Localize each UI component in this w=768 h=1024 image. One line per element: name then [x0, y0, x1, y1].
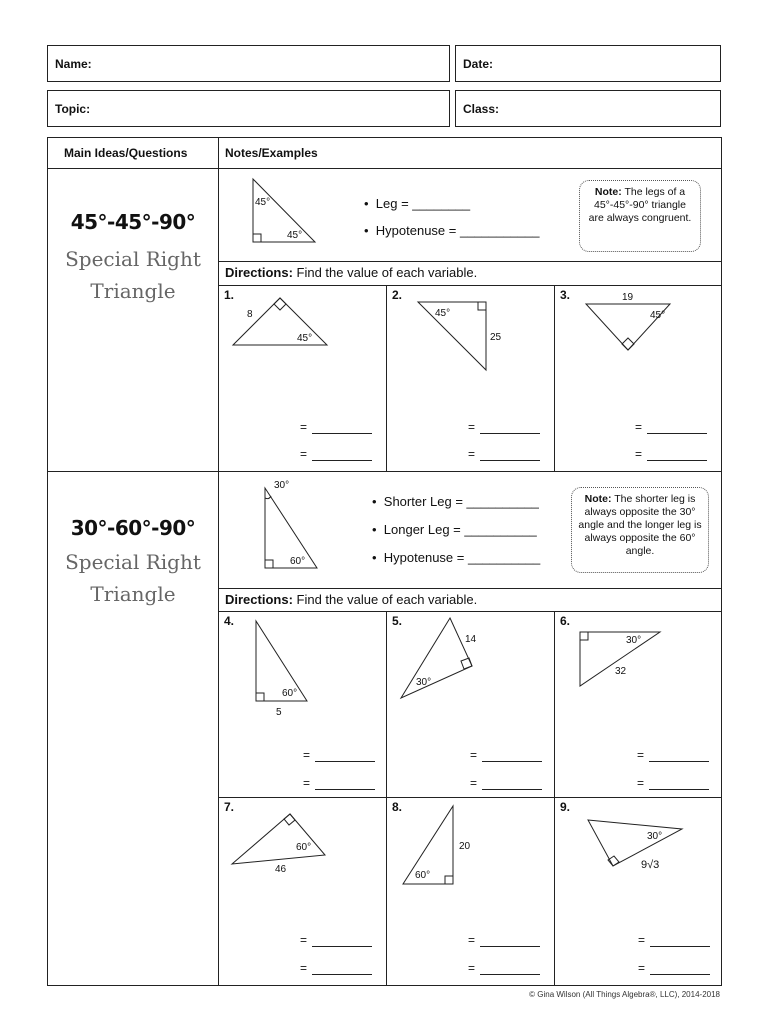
answer-blank[interactable]: = [635, 447, 707, 461]
section2-bullet-longer-leg: • Longer Leg = __________ [372, 522, 537, 537]
svg-text:30°: 30° [626, 635, 642, 646]
svg-text:60°: 60° [296, 842, 312, 853]
answer-blank[interactable]: = [635, 420, 707, 434]
section1-title: 45°-45°-90° [70, 210, 196, 234]
section2-directions: Directions: Find the value of each variable. [225, 592, 478, 607]
problem-6-triangle [572, 624, 667, 690]
svg-text:45°: 45° [650, 310, 666, 321]
answer-blank[interactable]: = [300, 933, 372, 947]
section1-bullet-hypotenuse: • Hypotenuse = ___________ [364, 223, 540, 238]
section2-title: 30°-60°-90° [70, 516, 196, 540]
copyright-notice: © Gina Wilson (All Things Algebra®, LLC), 2014-2018 [529, 990, 720, 999]
section1-directions: Directions: Find the value of each variable. [225, 265, 478, 280]
problem-number: 5. [392, 614, 403, 628]
col-main-ideas: Main Ideas/Questions [64, 146, 188, 160]
col-notes-examples: Notes/Examples [225, 146, 318, 160]
svg-text:30°: 30° [647, 831, 663, 842]
section1-subtitle-line1: Special Right [65, 247, 201, 271]
answer-blank[interactable]: = [468, 447, 540, 461]
svg-text:20: 20 [459, 841, 471, 852]
section1-reference-triangle [245, 175, 325, 247]
problem-3-triangle [580, 288, 680, 358]
problem-number: 1. [224, 288, 235, 302]
section2-bullet-shorter-leg: • Shorter Leg = __________ [372, 494, 539, 509]
ref1-bottom-angle: 45° [287, 230, 303, 241]
ref1-top-angle: 45° [255, 197, 271, 208]
answer-blank[interactable]: = [638, 961, 710, 975]
topic-label: Topic: [55, 101, 91, 116]
name-label: Name: [55, 56, 92, 71]
svg-text:8: 8 [247, 309, 253, 320]
problem-8-triangle [398, 802, 478, 888]
class-label: Class: [463, 101, 500, 116]
section1-subtitle-line2: Triangle [90, 279, 176, 303]
answer-blank[interactable]: = [303, 776, 375, 790]
date-label: Date: [463, 56, 494, 71]
svg-text:60°: 60° [415, 870, 431, 881]
svg-text:32: 32 [615, 666, 627, 677]
problem-number: 2. [392, 288, 403, 302]
problem-number: 6. [560, 614, 571, 628]
answer-blank[interactable]: = [638, 933, 710, 947]
answer-blank[interactable]: = [303, 748, 375, 762]
ref2-bottom-angle: 60° [290, 556, 306, 567]
answer-blank[interactable]: = [300, 447, 372, 461]
answer-blank[interactable]: = [468, 933, 540, 947]
svg-text:5: 5 [276, 707, 282, 718]
section2-reference-triangle [255, 478, 330, 574]
section2-subtitle-line1: Special Right [65, 550, 201, 574]
problem-number: 7. [224, 800, 235, 814]
problem-1-triangle [225, 292, 335, 352]
problem-number: 9. [560, 800, 571, 814]
svg-text:9√3: 9√3 [641, 859, 660, 871]
svg-text:30°: 30° [416, 677, 432, 688]
svg-text:46: 46 [275, 864, 287, 875]
answer-blank[interactable]: = [468, 420, 540, 434]
answer-blank[interactable]: = [468, 961, 540, 975]
section2-note: Note: The shorter leg is always opposite the 30° angle and the longer leg is always opposite the 60° angle. [571, 487, 709, 573]
problem-number: 8. [392, 800, 403, 814]
svg-text:45°: 45° [297, 333, 313, 344]
svg-text:25: 25 [490, 332, 502, 343]
problem-number: 3. [560, 288, 571, 302]
svg-text:45°: 45° [435, 308, 451, 319]
answer-blank[interactable]: = [470, 776, 542, 790]
ref2-top-angle: 30° [274, 480, 290, 491]
svg-text:19: 19 [622, 292, 634, 303]
section1-note: Note: The legs of a 45°-45°-90° triangle are always congruent. [579, 180, 701, 252]
svg-text:14: 14 [465, 634, 477, 645]
section2-bullet-hypotenuse: • Hypotenuse = __________ [372, 550, 541, 565]
problem-2-triangle [410, 296, 510, 376]
svg-text:60°: 60° [282, 688, 298, 699]
answer-blank[interactable]: = [637, 776, 709, 790]
answer-blank[interactable]: = [470, 748, 542, 762]
problem-number: 4. [224, 614, 235, 628]
problem-9-triangle [580, 812, 690, 878]
problem-5-triangle [395, 614, 485, 704]
section1-bullet-leg: • Leg = ________ [364, 196, 471, 211]
answer-blank[interactable]: = [300, 420, 372, 434]
answer-blank[interactable]: = [637, 748, 709, 762]
problem-7-triangle [226, 808, 336, 876]
section2-subtitle-line2: Triangle [90, 582, 176, 606]
answer-blank[interactable]: = [300, 961, 372, 975]
problem-4-triangle [245, 615, 325, 720]
